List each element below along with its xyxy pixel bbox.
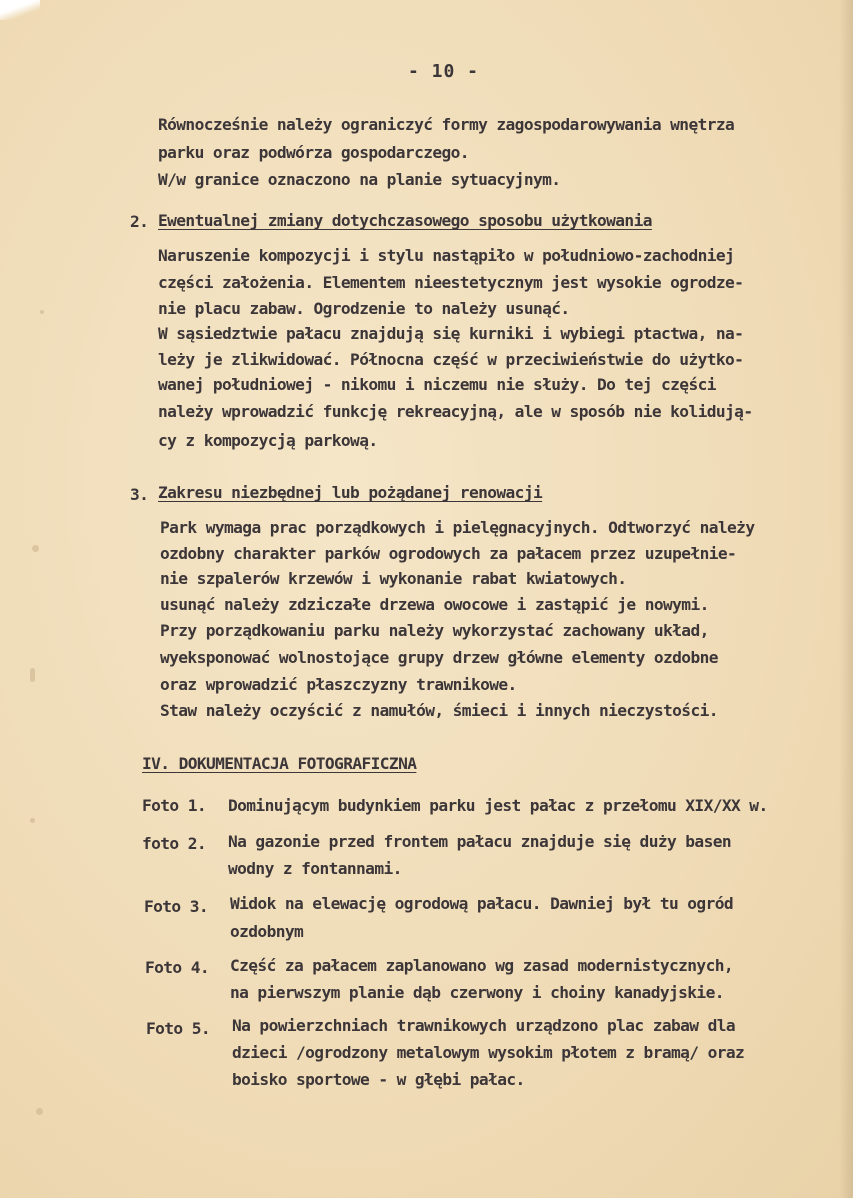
section2-line: części założenia. Elementem nieestetycznym jest wysokie ogrodze- — [158, 273, 744, 292]
section2-line: Naruszenie kompozycji i stylu nastąpiło w południowo-zachodniej — [158, 246, 735, 265]
photo-label: Foto 1. — [142, 796, 207, 815]
intro-line: W/w granice oznaczono na planie sytuacyjnym. — [158, 170, 561, 189]
punch-hole — [36, 1108, 43, 1115]
page-edge-shadow — [839, 0, 853, 1198]
photo-caption-line: wodny z fontannami. — [228, 859, 402, 878]
section2-line: cy z kompozycją parkową. — [158, 431, 378, 450]
punch-hole — [30, 668, 35, 682]
photo-caption-line: Na gazonie przed frontem pałacu znajduje się duży basen — [228, 832, 732, 851]
section3-number: 3. — [130, 485, 149, 504]
photo-caption-line: Część za pałacem zaplanowano wg zasad modernistycznych, — [230, 956, 734, 975]
photo-label: Foto 3. — [144, 897, 209, 916]
section3-line: Przy porządkowaniu parku należy wykorzystać zachowany układ, — [160, 621, 709, 640]
intro-line: Równocześnie należy ograniczyć formy zagospodarowywania wnętrza — [158, 115, 735, 134]
section3-heading: Zakresu niezbędnej lub pożądanej renowacji — [158, 483, 543, 502]
section3-line: Park wymaga prac porządkowych i pielęgnacyjnych. Odtworzyć należy — [160, 518, 755, 537]
section2-number: 2. — [130, 212, 149, 231]
page-number: - 10 - — [408, 61, 480, 82]
section3-line: usunąć należy zdziczałe drzewa owocowe i zastąpić je nowymi. — [160, 595, 709, 614]
punch-hole — [32, 545, 39, 552]
section3-line: nie szpalerów krzewów i wykonanie rabat kwiatowych. — [160, 569, 627, 588]
section2-heading: Ewentualnej zmiany dotychczasowego sposobu użytkowania — [158, 211, 652, 230]
photo-label: Foto 4. — [145, 958, 210, 977]
section2-line: W sąsiedztwie pałacu znajdują się kurniki i wybiegi ptactwa, na- — [158, 324, 744, 343]
photo-caption-line: dzieci /ogrodzony metalowym wysokim płotem z bramą/ oraz — [232, 1043, 745, 1062]
section3-line: wyeksponować wolnostojące grupy drzew główne elementy ozdobne — [160, 648, 718, 667]
photo-caption-line: Widok na elewację ogrodową pałacu. Dawniej był tu ogród — [230, 894, 734, 913]
section2-line: leży je zlikwidować. Północna część w przeciwieństwie do użytko- — [158, 350, 744, 369]
speck — [40, 310, 44, 314]
photo-caption-line: na pierwszym planie dąb czerwony i choiny kanadyjskie. — [230, 983, 724, 1002]
torn-corner — [0, 0, 40, 20]
section3-line: Staw należy oczyścić z namułów, śmieci i innych nieczystości. — [160, 701, 718, 720]
photo-caption-line: ozdobnym — [230, 922, 304, 941]
section3-line: oraz wprowadzić płaszczyzny trawnikowe. — [160, 675, 517, 694]
section2-line: należy wprowadzić funkcję rekreacyjną, ale w sposób nie kolidują- — [158, 402, 753, 421]
photo-label: foto 2. — [142, 834, 207, 853]
section2-line: nie placu zabaw. Ogrodzenie to należy usunąć. — [158, 299, 570, 318]
section3-line: ozdobny charakter parków ogrodowych za pałacem przez uzupełnie- — [160, 544, 737, 563]
intro-line: parku oraz podwórza gospodarczego. — [158, 143, 469, 162]
speck — [30, 818, 35, 823]
photo-label: Foto 5. — [146, 1019, 211, 1038]
photo-caption-line: Dominującym budynkiem parku jest pałac z przełomu XIX/XX w. — [228, 796, 768, 815]
photo-caption-line: boisko sportowe - w głębi pałac. — [232, 1070, 525, 1089]
section2-line: wanej południowej - nikomu i niczemu nie służy. Do tej części — [158, 375, 716, 394]
photo-caption-line: Na powierzchniach trawnikowych urządzono plac zabaw dla — [232, 1016, 736, 1035]
section4-heading: IV. DOKUMENTACJA FOTOGRAFICZNA — [142, 754, 417, 773]
